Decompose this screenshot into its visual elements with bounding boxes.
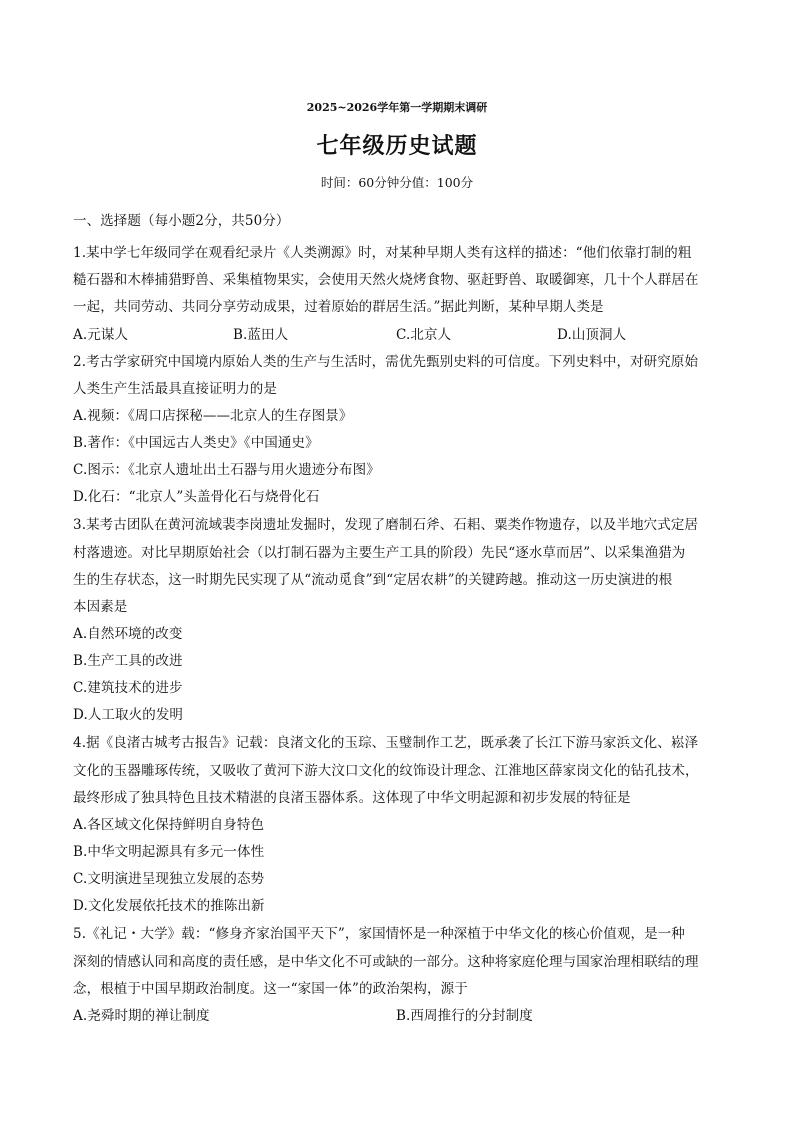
q4-option-c: C.文明演进呈现独立发展的态势: [73, 871, 265, 887]
q1-option-c: C.北京人: [396, 327, 452, 343]
q3-line: 本因素是: [73, 599, 128, 615]
q5-line: 5.《礼记・大学》载：“修身齐家治国平天下”，家国情怀是一种深植于中华文化的核心价值观，是一种: [73, 926, 685, 942]
q3-option-c: C.建筑技术的进步: [73, 680, 183, 696]
exam-title: 七年级历史试题: [316, 133, 478, 159]
q3-option-b: B.生产工具的改进: [73, 653, 183, 669]
q5-line: 念，根植于中国早期政治制度。这一“家国一体”的政治架构，源于: [73, 981, 468, 997]
q2-option-b: B.著作：《中国远古人类史》《中国通史》: [73, 435, 319, 451]
q3-option-d: D.人工取火的发明: [73, 707, 184, 723]
q4-line: 4.据《良渚古城考古报告》记载：良渚文化的玉琮、玉璧制作工艺，既承袭了长江下游马家浜文化、崧泽: [73, 735, 699, 751]
section-heading: 一、选择题（每小题2分，共50分）: [73, 213, 290, 229]
q5-option-a: A.尧舜时期的禅让制度: [73, 1008, 210, 1024]
q4-option-d: D.文化发展依托技术的推陈出新: [73, 898, 265, 914]
exam-meta: 时间：60分钟分值：100分: [320, 175, 474, 190]
q2-option-c: C.图示：《北京人遗址出土石器与用火遗迹分布图》: [73, 462, 380, 478]
q2-option-d: D.化石：“北京人”头盖骨化石与烧骨化石: [73, 489, 320, 505]
q3-line: 生的生存状态，这一时期先民实现了从“流动觅食”到“定居农耕”的关键跨越。推动这一历史演进的根: [73, 572, 673, 588]
exam-term: 2025~2026学年第一学期期末调研: [306, 101, 488, 114]
q4-option-a: A.各区域文化保持鲜明自身特色: [73, 817, 265, 833]
q1-option-d: D.山顶洞人: [557, 327, 627, 343]
q4-line: 最终形成了独具特色且技术精湛的良渚玉器体系。这体现了中华文明起源和初步发展的特征是: [73, 790, 631, 806]
q1-line: 一起，共同劳动、共同分享劳动成果，过着原始的群居生活。”据此判断，某种早期人类是: [73, 299, 604, 315]
q5-option-b: B.西周推行的分封制度: [396, 1008, 533, 1024]
q3-line: 3.某考古团队在黄河流域裴李岗遗址发掘时，发现了磨制石斧、石耜、粟类作物遗存，以及半地穴式定居: [73, 517, 699, 533]
q2-line: 2.考古学家研究中国境内原始人类的生产与生活时，需优先甄别史料的可信度。下列史料中，对研究原始: [73, 354, 699, 370]
q3-line: 村落遗迹。对比早期原始社会（以打制石器为主要生产工具的阶段）先民“逐水草而居”、以采集渔猎为: [73, 545, 686, 561]
q1-option-a: A.元谋人: [73, 327, 129, 343]
q1-line: 1.某中学七年级同学在观看纪录片《人类溯源》时，对某种早期人类有这样的描述：“他们依靠打制的粗: [73, 245, 692, 261]
q4-option-b: B.中华文明起源具有多元一体性: [73, 844, 265, 860]
q1-line: 糙石器和木棒捕猎野兽、采集植物果实，会使用天然火烧烤食物、驱赶野兽、取暖御寒，几十个人群居在: [73, 272, 699, 288]
q4-line: 文化的玉器雕琢传统，又吸收了黄河下游大汶口文化的纹饰设计理念、江淮地区薛家岗文化的钻孔技术，: [73, 763, 699, 779]
q1-option-b: B.蓝田人: [233, 327, 289, 343]
q5-line: 深刻的情感认同和高度的责任感，是中华文化不可或缺的一部分。这种将家庭伦理与国家治理相联结的理: [73, 954, 699, 970]
q2-option-a: A.视频：《周口店探秘——北京人的生存图景》: [73, 408, 353, 424]
q2-line: 人类生产生活最具直接证明力的是: [73, 381, 277, 397]
q3-option-a: A.自然环境的改变: [73, 626, 183, 642]
